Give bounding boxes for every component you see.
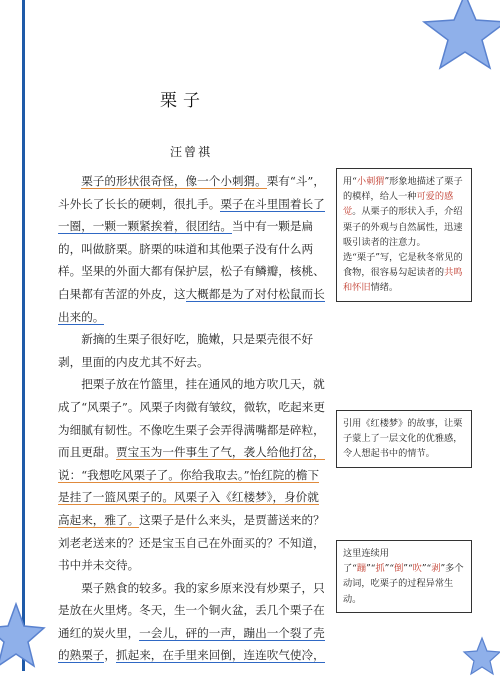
annotation-text: [343, 174, 465, 250]
annotation-text: [343, 250, 465, 296]
text-segment: 抓起来，在手里来回倒，连连吹气使冷，: [116, 648, 325, 663]
annotation-box-1: [336, 168, 472, 302]
text-segment: 贾宝玉为一件事生了气，袭人给他打岔，说：“我想吃风栗子了。你给我取去。”: [58, 445, 325, 482]
annotation-segment: ”多个动词，吃栗子的过程异常生动。: [343, 563, 464, 605]
star-icon: [420, 0, 500, 72]
annotation-segment: 用“: [343, 176, 357, 187]
annotation-segment: 情绪。: [370, 282, 399, 294]
article-body: [58, 170, 330, 667]
annotation-segment: 。从栗子的形状入手，介绍栗子的外观与自然属性，迅速吸引读者的注意力。: [343, 206, 463, 248]
page-left-border: [22, 0, 25, 671]
annotation-segment: 抓: [375, 563, 385, 575]
annotation-segment: 小刺猬: [356, 176, 385, 187]
text-segment: 怡红院的檐下是挂了一篮风栗子的。风栗子入《红楼梦》，身价就高起来，雅了。: [58, 467, 320, 527]
annotation-segment: 共鸣和怀旧: [343, 267, 463, 294]
text-segment: 栗子的形状很奇怪，像一个小刺猬。: [81, 174, 267, 188]
text-segment: 当中有一颗是扁的，叫做脐栗。脐栗的味道和其他栗子没有什么两样。坚果的外面大都有保护层，松子有鳞瓣，核桃、白果都有苦涩的外皮，这: [58, 219, 325, 301]
annotation-segment: ”“: [421, 563, 432, 575]
annotation-segment: ”“: [403, 563, 413, 575]
paragraph: [58, 577, 330, 667]
paragraph: [58, 170, 330, 328]
paragraph: [58, 328, 330, 373]
text-segment: 这栗子是什么来头，是贾蔷送来的？刘老老送来的？还是宝玉自己在外面买的？不知道，书中并未交待。: [58, 512, 325, 573]
annotation-box-2: [336, 410, 472, 468]
text-segment: 栗有“斗”，斗外长了长长的硬刺，很扎手。: [58, 174, 325, 211]
annotation-segment: ”“: [366, 563, 376, 575]
annotation-segment: 吹: [412, 563, 422, 575]
annotation-segment: 剥: [431, 563, 441, 575]
text-segment: ，: [104, 648, 116, 663]
text-segment: 一会儿，砰的一声，蹦出一个裂了壳的熟栗子: [58, 625, 325, 663]
star-icon: [462, 636, 500, 676]
annotation-segment: 可爱的感觉: [343, 191, 454, 218]
annotation-text: [343, 416, 465, 462]
text-segment: 新摘的生栗子很好吃，脆嫩，只是栗壳很不好剥，里面的内皮尤其不好去。: [58, 332, 314, 369]
text-segment: 栗子熟食的较多。我的家乡原来没有炒栗子，只是放在火里烤。冬天，生一个铜火盆，丢几个栗子在通红的炭火里，: [58, 580, 325, 640]
article-author: 汪曾祺: [170, 145, 213, 159]
annotation-segment: 引用《红楼梦》的故事，让栗子蒙上了一层文化的优雅感，令人想起书中的情节。: [343, 418, 463, 460]
article-title: 栗子: [160, 91, 206, 111]
paragraph: [58, 373, 330, 576]
annotation-segment: 蹦: [356, 563, 367, 575]
annotation-segment: 倒: [394, 563, 404, 575]
annotation-segment: 选“栗子”写，它是秋冬常见的食物，很容易勾起读者的: [343, 252, 463, 279]
annotation-segment: ”“: [384, 563, 395, 575]
text-segment: 栗子在斗里围着长了一圈，一颗一颗紧挨着，很团结。: [58, 196, 325, 234]
text-segment: 大概都是为了对付松鼠而长出来的。: [58, 286, 325, 324]
star-icon: [0, 602, 46, 672]
annotation-segment: 这里连续用了“: [343, 548, 389, 575]
text-segment: 把栗子放在竹篮里，挂在通风的地方吹几天，就成了“风栗子”。风栗子肉微有皱纹，微软，吃起来更为细腻有韧性。不像吃生栗子会弄得满嘴都是碎粒，而且更甜。: [58, 377, 325, 460]
annotation-segment: ”形象地描述了栗子的模样，给人一种: [343, 176, 463, 203]
annotation-text: [343, 546, 465, 607]
annotation-box-3: [336, 540, 472, 613]
